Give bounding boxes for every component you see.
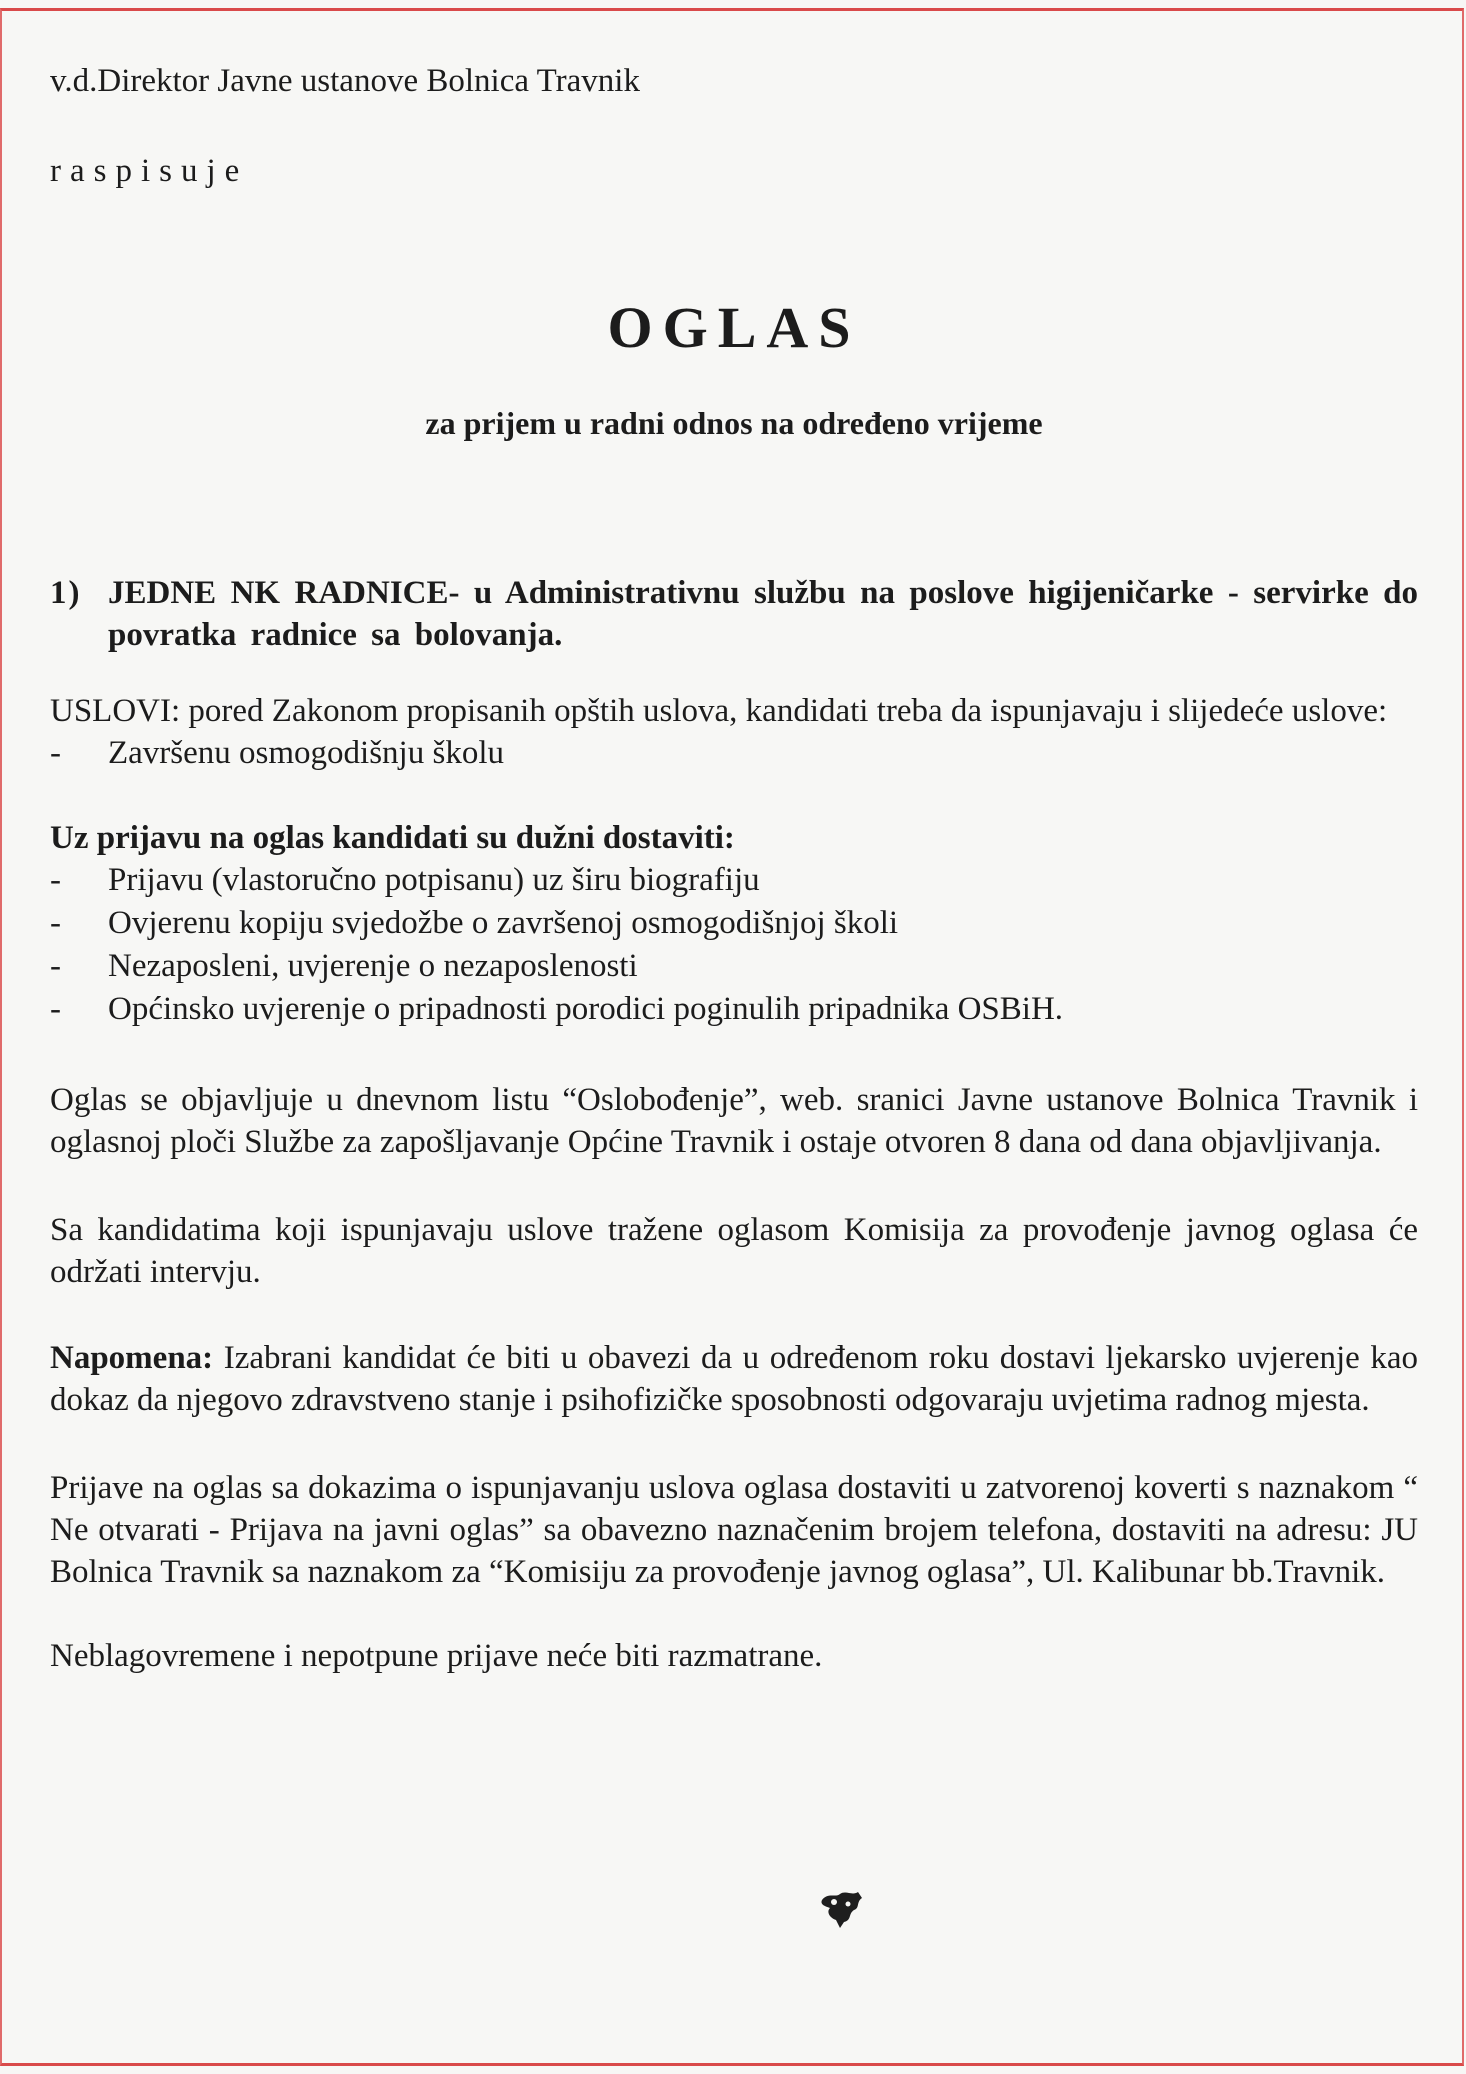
delivery-paragraph: Prijave na oglas sa dokazima o ispunjavanju uslova oglasa dostaviti u zatvorenoj koverti s naznakom “ Ne otvarati - Prijava na javni oglas” sa obavezno naznačenim brojem telefona, dostaviti na adresu: JU Bolnica Travnik sa naznakom za “Komisiju za provođenje javnog oglasa”, Ul. Kalibunar bb.Travnik. — [50, 1470, 1418, 1590]
conditions-text: USLOVI: pored Zakonom propisanih opštih uslova, kandidati treba da ispunjavaju i slijedeće uslove: — [50, 693, 1388, 729]
documents-list — [50, 859, 1418, 1031]
document-body — [50, 60, 1418, 1677]
action-word: raspisuje — [50, 153, 249, 189]
position-text: JEDNE NK RADNICE- u Administrativnu službu na poslove higijeničarke - servirke do povratka radnice sa bolovanja. — [108, 575, 1418, 653]
requirements-list — [50, 732, 1418, 775]
list-dash: - — [50, 862, 61, 898]
list-dash: - — [50, 905, 61, 941]
list-dash: - — [50, 735, 61, 771]
position-heading — [50, 572, 1418, 656]
list-item — [50, 902, 1418, 945]
list-dash: - — [50, 991, 61, 1027]
list-item — [50, 988, 1418, 1031]
document-title: OGLAS — [607, 295, 861, 360]
list-item-text: Nezaposleni, uvjerenje o nezaposlenosti — [108, 948, 638, 984]
document-subtitle: za prijem u radni odnos na određeno vrijeme — [425, 405, 1043, 441]
issuer-line: v.d.Direktor Javne ustanove Bolnica Travnik — [50, 63, 640, 99]
list-item-text: Ovjerenu kopiju svjedožbe o završenoj osmogodišnjoj školi — [108, 905, 899, 941]
note-paragraph — [50, 1337, 1418, 1421]
list-item-text: Općinsko uvjerenje o pripadnosti porodici poginulih pripadnika OSBiH. — [108, 991, 1064, 1027]
list-item — [50, 732, 1418, 775]
closing-paragraph: Neblagovremene i nepotpune prijave neće biti razmatrane. — [50, 1638, 823, 1674]
list-item — [50, 945, 1418, 988]
ink-mark-icon — [818, 1888, 866, 1930]
list-item — [50, 859, 1418, 902]
list-item-text: Prijavu (vlastoručno potpisanu) uz širu biografiju — [108, 862, 760, 898]
list-item-text: Završenu osmogodišnju školu — [108, 735, 504, 771]
list-dash: - — [50, 948, 61, 984]
documents-heading: Uz prijavu na oglas kandidati su dužni dostaviti: — [50, 820, 735, 856]
note-label: Napomena: — [50, 1340, 214, 1376]
interview-paragraph: Sa kandidatima koji ispunjavaju uslove tražene oglasom Komisija za provođenje javnog oglasa će održati intervju. — [50, 1212, 1418, 1290]
position-number: 1) — [50, 575, 82, 611]
note-text: Izabrani kandidat će biti u obavezi da u određenom roku dostavi ljekarsko uvjerenje kao dokaz da njegovo zdravstveno stanje i psihofizičke sposobnosti odgovaraju uvjetima radnog mjesta. — [50, 1340, 1418, 1418]
publication-paragraph: Oglas se objavljuje u dnevnom listu “Oslobođenje”, web. sranici Javne ustanove Bolnica Travnik i oglasnoj ploči Službe za zapošljavanje Općine Travnik i ostaje otvoren 8 dana od dana objavljivanja. — [50, 1082, 1418, 1160]
